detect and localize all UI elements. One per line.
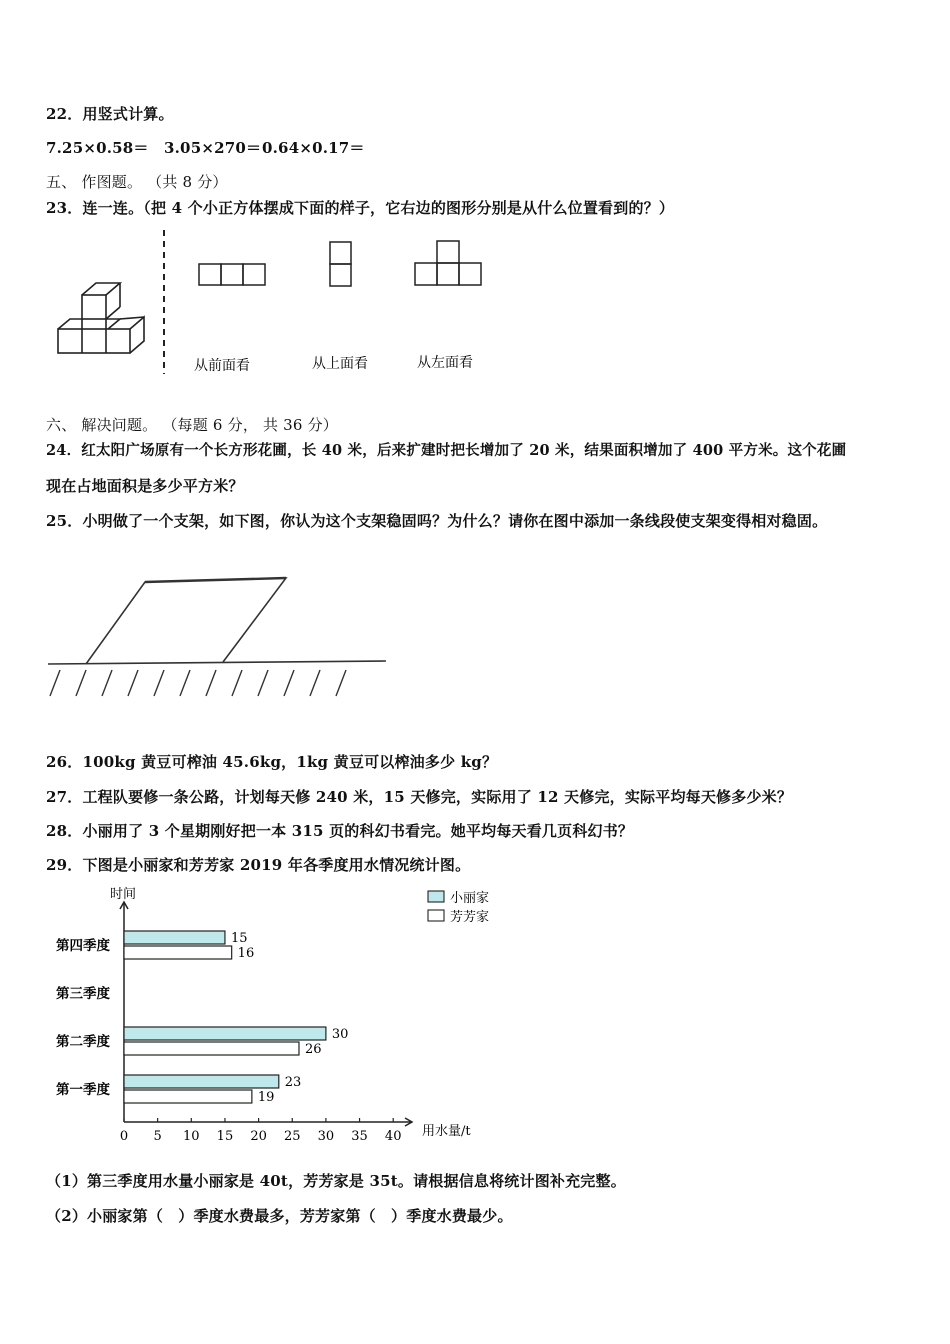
- left-view-shape: [415, 241, 481, 285]
- category-label: 第一季度: [56, 1082, 110, 1098]
- bar: [124, 1075, 279, 1088]
- section6-heading: 六、 解决问题。 （每题 6 分， 共 36 分）: [46, 416, 339, 434]
- legend-label: 小丽家: [450, 891, 490, 906]
- q22-expr-2: 3.05×270＝: [164, 139, 262, 157]
- water-usage-chart: [40, 880, 510, 1155]
- cube-stack-drawing: [58, 283, 144, 353]
- q28-text: 28．小丽用了 3 个星期刚好把一本 315 页的科幻书看完。她平均每天看几页科幻书？: [46, 822, 634, 840]
- x-tick-label: 5: [153, 1129, 162, 1144]
- bar-value-label: 23: [284, 1075, 302, 1090]
- view-label-front: 从前面看: [194, 358, 250, 374]
- bar-value-label: 26: [304, 1042, 322, 1057]
- q29-title: 29．下图是小丽家和芳芳家 2019 年各季度用水情况统计图。: [46, 856, 471, 874]
- ground-hatching: [50, 670, 346, 696]
- bar-value-label: 30: [331, 1027, 349, 1042]
- q22-title: 22．用竖式计算。: [46, 105, 174, 123]
- category-label: 第四季度: [56, 938, 110, 954]
- x-tick-label: 35: [351, 1129, 368, 1144]
- bar-value-label: 16: [237, 946, 255, 961]
- legend-swatch: [428, 891, 444, 902]
- bar: [124, 931, 225, 944]
- q29-sub2: （2）小丽家第（ ）季度水费最多，芳芳家第（ ）季度水费最少。: [46, 1207, 513, 1225]
- front-view-shape: [199, 264, 265, 285]
- x-tick-label: 25: [283, 1129, 301, 1144]
- q22-expr-1: 7.25×0.58＝: [46, 139, 149, 157]
- q24-line2: 现在占地面积是多少平方米？: [46, 477, 244, 495]
- category-label: 第三季度: [56, 986, 110, 1002]
- y-axis-label: 时间: [110, 887, 137, 902]
- q25-bracket-figure: [40, 570, 390, 705]
- bar-value-label: 19: [257, 1090, 275, 1105]
- x-tick-label: 40: [384, 1129, 402, 1144]
- q23-figure: [40, 222, 500, 387]
- section5-heading: 五、 作图题。 （共 8 分）: [46, 173, 228, 191]
- q25-text: 25．小明做了一个支架，如下图，你认为这个支架稳固吗？为什么？请你在图中添加一条线段使支架变得相对稳固。: [46, 512, 828, 530]
- q26-text: 26．100kg 黄豆可榨油 45.6kg，1kg 黄豆可以榨油多少 kg？: [46, 753, 498, 771]
- view-label-left: 从左面看: [417, 355, 473, 371]
- x-tick-label: 10: [183, 1129, 200, 1144]
- q22-expr-3: 0.64×0.17＝: [262, 139, 365, 157]
- bar-value-label: 15: [230, 931, 248, 946]
- x-tick-label: 15: [216, 1129, 234, 1144]
- x-axis-label: 用水量/t: [422, 1124, 471, 1139]
- legend-label: 芳芳家: [450, 910, 490, 925]
- bar: [124, 1027, 326, 1040]
- bar: [124, 1042, 299, 1055]
- top-view-shape: [330, 242, 351, 286]
- category-label: 第二季度: [56, 1034, 110, 1050]
- bar: [124, 946, 232, 959]
- x-tick-label: 30: [317, 1129, 335, 1144]
- x-tick-label: 0: [119, 1129, 129, 1144]
- q27-text: 27．工程队要修一条公路，计划每天修 240 米，15 天修完，实际用了 12 天修完，实际平均每天修多少米？: [46, 788, 793, 806]
- view-label-top: 从上面看: [312, 356, 368, 372]
- q24-line1: 24．红太阳广场原有一个长方形花圃，长 40 米，后来扩建时把长增加了 20 米，结果面积增加了 400 平方米。这个花圃: [46, 442, 847, 459]
- q23-title: 23．连一连。（把 4 个小正方体摆成下面的样子，它右边的图形分别是从什么位置看到的？）: [46, 199, 675, 217]
- legend-swatch: [428, 910, 444, 921]
- bar: [124, 1090, 252, 1103]
- x-tick-label: 20: [250, 1129, 267, 1144]
- q29-sub1: （1）第三季度用水量小丽家是 40t，芳芳家是 35t。请根据信息将统计图补充完整。: [46, 1172, 626, 1190]
